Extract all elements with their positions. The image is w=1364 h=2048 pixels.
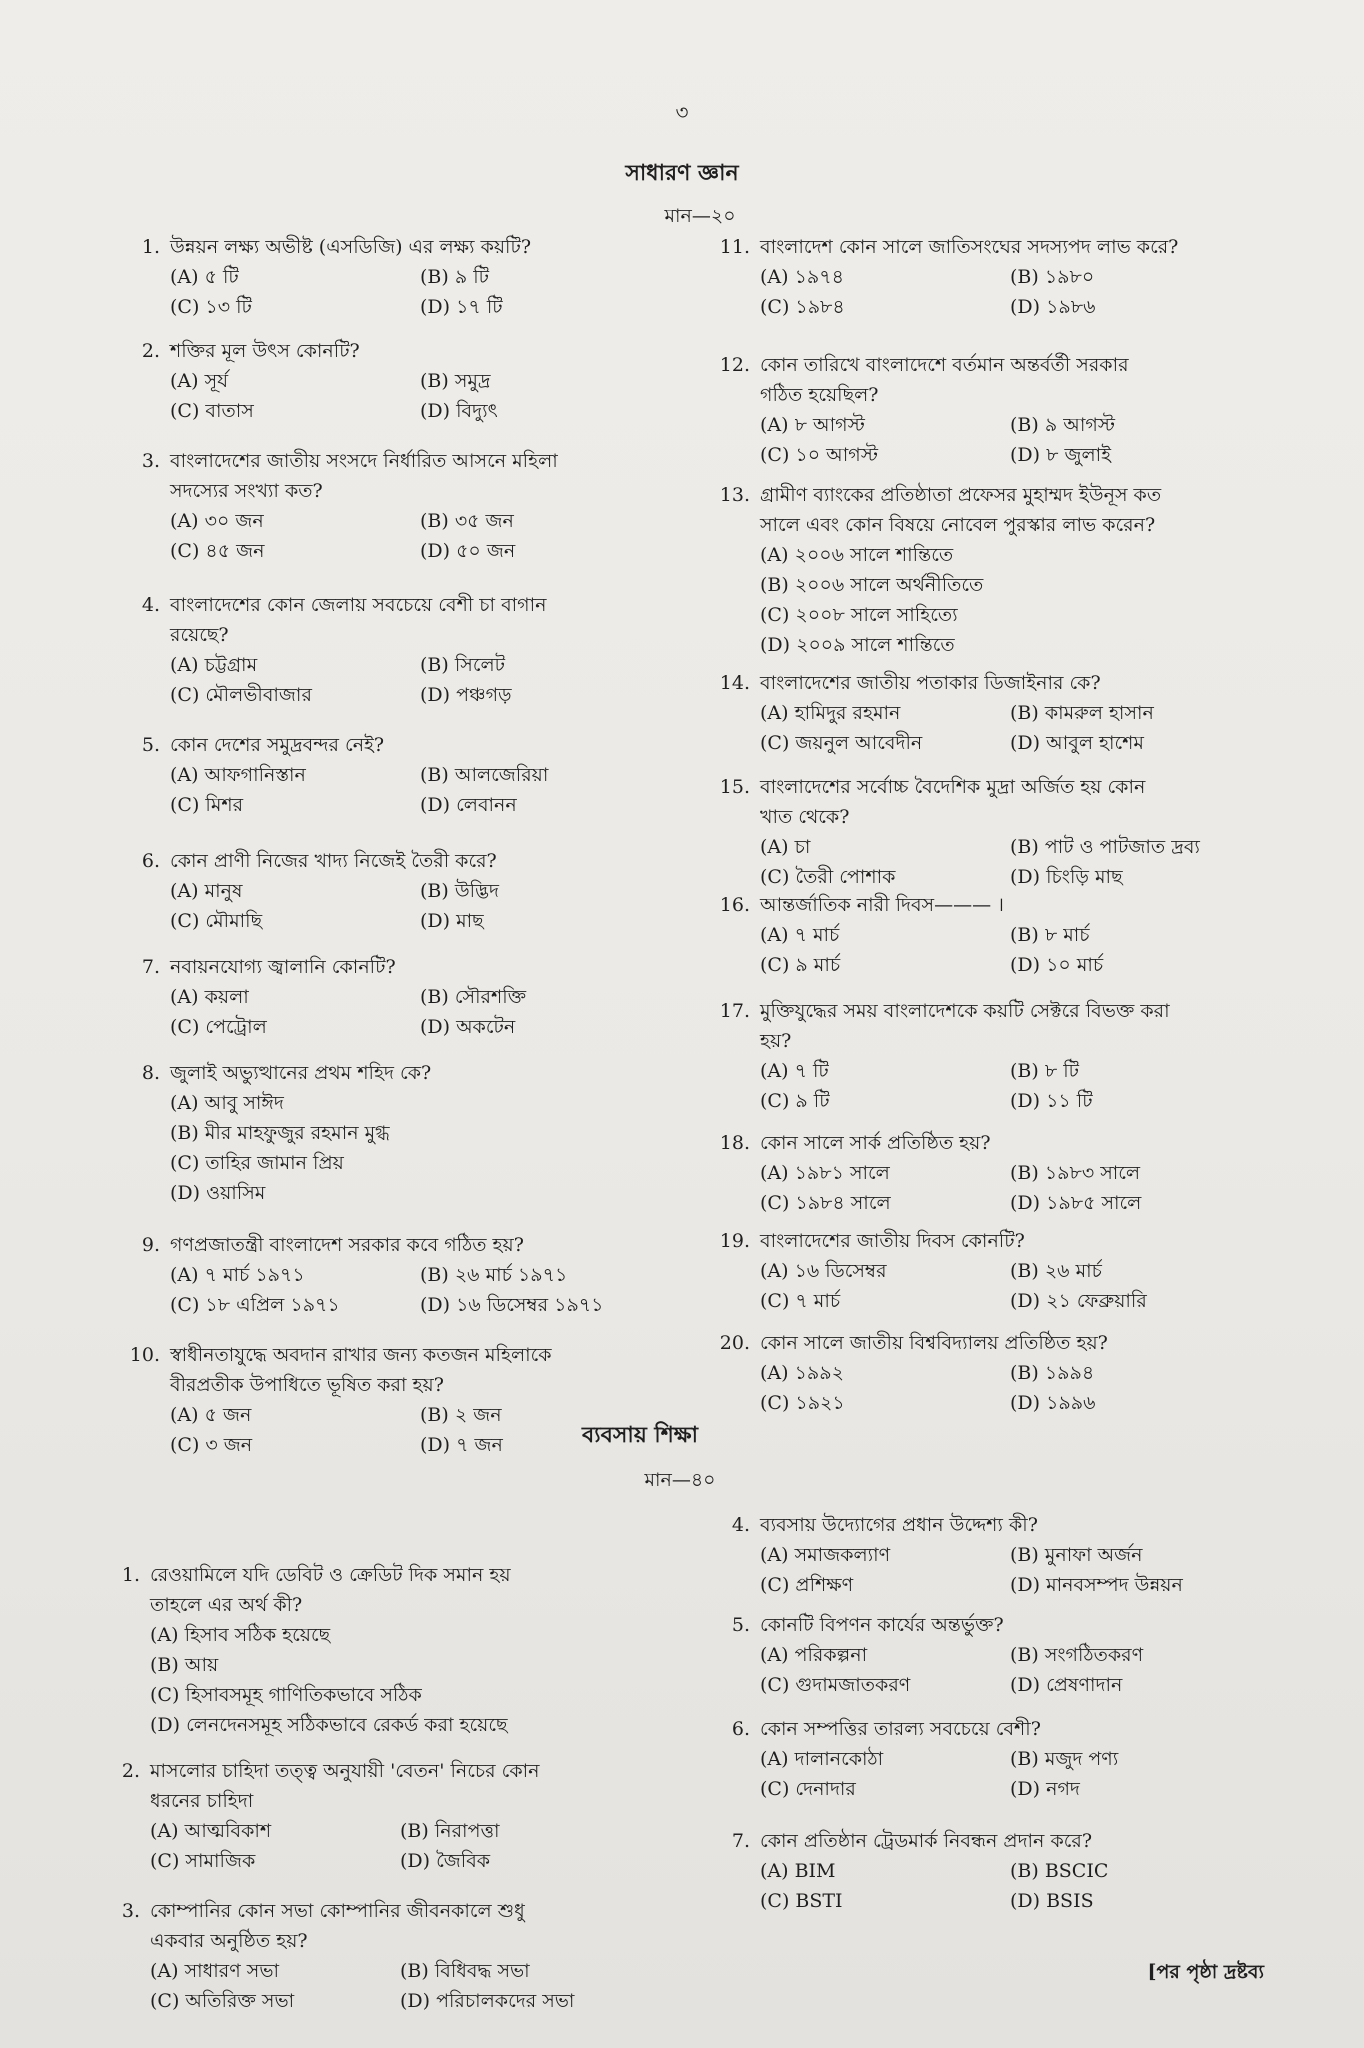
question-stem-line: কোন প্রতিষ্ঠান ট্রেডমার্ক নিবন্ধন প্রদান করে? — [760, 1830, 1093, 1852]
question-body — [170, 1230, 670, 1320]
page-number: ৩ — [675, 100, 689, 124]
question-body — [170, 446, 670, 566]
question-stem-line: কোনটি বিপণন কার্যের অন্তর্ভুক্ত? — [760, 1614, 1004, 1636]
answer-option: (D) আবুল হাশেম — [1010, 732, 1144, 754]
question-stem-line: খাত থেকে? — [760, 806, 850, 828]
question-stem-line: রেওয়ামিলে যদি ডেবিট ও ক্রেডিট দিক সমান হয় — [150, 1564, 511, 1586]
question-body — [170, 730, 670, 820]
answer-option: (D) BSIS — [1010, 1890, 1094, 1912]
question-body — [150, 1896, 650, 2016]
question-stem-line: কোন তারিখে বাংলাদেশে বর্তমান অন্তর্বর্তী সরকার — [760, 354, 1129, 376]
answer-option: (C) ১০ আগস্ট — [760, 444, 878, 466]
question-stem-line: সালে এবং কোন বিষয়ে নোবেল পুরস্কার লাভ করেন? — [760, 514, 1156, 536]
answer-option: (A) BIM — [760, 1860, 836, 1882]
question-stem-line: আন্তর্জাতিক নারী দিবস——— । — [760, 894, 1004, 916]
answer-option: (C) BSTI — [760, 1890, 843, 1912]
question-stem-line: নবায়নযোগ্য জ্বালানি কোনটি? — [170, 956, 396, 978]
question-stem-line: কোন সম্পত্তির তারল্য সবচেয়ে বেশী? — [760, 1718, 1041, 1740]
question-number: 15. — [719, 776, 750, 798]
question-number: 9. — [141, 1234, 160, 1256]
answer-option: (B) ২ জন — [420, 1404, 502, 1426]
answer-options — [760, 1056, 1260, 1116]
question-stem-line: সদস্যের সংখ্যা কত? — [170, 480, 323, 502]
question-number: 5. — [141, 734, 160, 756]
answer-option: (B) ২০০৬ সালে অর্থনীতিতে — [760, 574, 984, 596]
question-stem-line: গণপ্রজাতন্ত্রী বাংলাদেশ সরকার কবে গঠিত হয়? — [170, 1234, 524, 1256]
answer-options — [170, 1088, 590, 1208]
answer-option: (C) তৈরী পোশাক — [760, 866, 896, 888]
answer-option: (B) মজুদ পণ্য — [1010, 1748, 1119, 1770]
question-body — [150, 1560, 570, 1740]
answer-option: (C) হিসাবসমূহ গাণিতিকভাবে সঠিক — [150, 1684, 422, 1706]
answer-options — [170, 262, 670, 322]
answer-option: (D) লেনদেনসমূহ সঠিকভাবে রেকর্ড করা হয়েছে — [150, 1714, 508, 1736]
answer-options — [760, 1540, 1260, 1600]
answer-options — [760, 1744, 1260, 1804]
answer-option: (D) নগদ — [1010, 1778, 1080, 1800]
answer-options — [760, 920, 1260, 980]
question-number: 16. — [719, 894, 750, 916]
answer-options — [760, 698, 1260, 758]
question-number: 11. — [719, 236, 750, 258]
answer-options — [150, 1956, 650, 2016]
answer-options — [170, 876, 670, 936]
answer-option: (D) ১৭ টি — [420, 296, 503, 318]
answer-option: (A) সমাজকল্যাণ — [760, 1544, 891, 1566]
answer-option: (A) সূর্য — [170, 370, 229, 392]
answer-option: (C) অতিরিক্ত সভা — [150, 1990, 295, 2012]
answer-option: (C) ৪৫ জন — [170, 540, 265, 562]
question-number: 12. — [719, 354, 750, 376]
answer-option: (C) ১৯৮৪ সালে — [760, 1192, 891, 1214]
answer-option: (A) ৭ মার্চ ১৯৭১ — [170, 1264, 305, 1286]
answer-option: (C) ৭ মার্চ — [760, 1290, 841, 1312]
answer-options — [760, 832, 1260, 892]
answer-option: (D) ২০০৯ সালে শান্তিতে — [760, 634, 955, 656]
answer-option: (B) ৩৫ জন — [420, 510, 514, 532]
question-stem-line: বাংলাদেশের জাতীয় দিবস কোনটি? — [760, 1230, 1025, 1252]
question-number: 8. — [141, 1062, 160, 1084]
answer-option: (A) ৩০ জন — [170, 510, 264, 532]
question-number: 1. — [121, 1564, 140, 1586]
answer-option: (A) আফগানিস্তান — [170, 764, 306, 786]
continued-next-page-note: [পর পৃষ্ঠা দ্রষ্টব্য — [1147, 1961, 1264, 1983]
answer-options — [170, 366, 670, 426]
question-number: 4. — [731, 1514, 750, 1536]
answer-option: (B) ১৯৯৪ — [1010, 1362, 1095, 1384]
answer-option: (A) ৫ টি — [170, 266, 239, 288]
question-number: 2. — [121, 1760, 140, 1782]
question-stem-line: ব্যবসায় উদ্যোগের প্রধান উদ্দেশ্য কী? — [760, 1514, 1038, 1536]
answer-option: (B) ৯ আগস্ট — [1010, 414, 1116, 436]
answer-option: (A) ৭ টি — [760, 1060, 829, 1082]
answer-option: (B) নিরাপত্তা — [400, 1820, 500, 1842]
answer-option: (C) ৯ মার্চ — [760, 954, 841, 976]
answer-options — [760, 410, 1260, 470]
question-stem-line: বীরপ্রতীক উপাধিতে ভূষিত করা হয়? — [170, 1374, 444, 1396]
question-body — [170, 1340, 670, 1460]
answer-option: (D) জৈবিক — [400, 1850, 491, 1872]
question-stem-line: জুলাই অভ্যুত্থানের প্রথম শহিদ কে? — [170, 1062, 432, 1084]
answer-option: (A) হামিদুর রহমান — [760, 702, 901, 724]
answer-option: (A) চা — [760, 836, 811, 858]
answer-option: (A) সাধারণ সভা — [150, 1960, 280, 1982]
answer-option: (B) উদ্ভিদ — [420, 880, 500, 902]
answer-options — [170, 1400, 670, 1460]
question-stem-line: কোম্পানির কোন সভা কোম্পানির জীবনকালে শুধু — [150, 1900, 525, 1922]
question-body — [760, 668, 1260, 758]
answer-option: (D) পঞ্চগড় — [420, 684, 512, 706]
section-title-general-knowledge: সাধারণ জ্ঞান — [625, 160, 739, 186]
answer-option: (D) অকটেন — [420, 1016, 516, 1038]
section-marks-business-studies: মান—৪০ — [644, 1469, 716, 1491]
question-stem-line: স্বাধীনতাযুদ্ধে অবদান রাখার জন্য কতজন মহিলাকে — [170, 1344, 552, 1366]
answer-option: (C) দেনাদার — [760, 1778, 856, 1800]
answer-option: (C) প্রশিক্ষণ — [760, 1574, 854, 1596]
answer-option: (A) ৫ জন — [170, 1404, 252, 1426]
answer-option: (B) কামরুল হাসান — [1010, 702, 1154, 724]
question-body — [150, 1756, 650, 1876]
question-body — [170, 846, 670, 936]
answer-option: (A) আবু সাঈদ — [170, 1092, 284, 1114]
answer-option: (B) সৌরশক্তি — [420, 986, 527, 1008]
answer-options — [760, 1256, 1260, 1316]
question-body — [760, 1226, 1260, 1316]
answer-option: (A) দালানকোঠা — [760, 1748, 884, 1770]
answer-option: (A) ৮ আগস্ট — [760, 414, 865, 436]
question-number: 18. — [719, 1132, 750, 1154]
answer-option: (D) ২১ ফেব্রুয়ারি — [1010, 1290, 1147, 1312]
answer-option: (D) চিংড়ি মাছ — [1010, 866, 1123, 888]
question-stem-line: মুক্তিযুদ্ধের সময় বাংলাদেশকে কয়টি সেক্টরে বিভক্ত করা — [760, 1000, 1170, 1022]
answer-option: (D) ৭ জন — [420, 1434, 503, 1456]
answer-option: (A) ১৬ ডিসেম্বর — [760, 1260, 887, 1282]
answer-option: (D) পরিচালকদের সভা — [400, 1990, 575, 2012]
answer-option: (B) ২৬ মার্চ ১৯৭১ — [420, 1264, 568, 1286]
question-stem-line: মাসলোর চাহিদা তত্ত্ব অনুযায়ী 'বেতন' নিচের কোন — [150, 1760, 540, 1782]
answer-option: (A) ১৯৮১ সালে — [760, 1162, 890, 1184]
answer-option: (C) সামাজিক — [150, 1850, 256, 1872]
question-stem-line: গ্রামীণ ব্যাংকের প্রতিষ্ঠাতা প্রফেসর মুহাম্মদ ইউনূস কত — [760, 484, 1162, 506]
answer-option: (D) ১৯৮৬ — [1010, 296, 1096, 318]
question-number: 1. — [141, 236, 160, 258]
section-title-business-studies: ব্যবসায় শিক্ষা — [582, 1422, 698, 1448]
question-number: 2. — [141, 340, 160, 362]
answer-option: (B) সিলেট — [420, 654, 505, 676]
answer-option: (C) বাতাস — [170, 400, 254, 422]
question-body — [760, 232, 1260, 322]
answer-options — [760, 262, 1260, 322]
answer-option: (A) ১৯৭৪ — [760, 266, 844, 288]
answer-option: (A) মানুষ — [170, 880, 243, 902]
question-stem-line: কোন সালে সার্ক প্রতিষ্ঠিত হয়? — [760, 1132, 991, 1154]
answer-option: (C) ২০০৮ সালে সাহিত্যে — [760, 604, 958, 626]
question-stem-line: শক্তির মূল উৎস কোনটি? — [170, 340, 360, 362]
answer-option: (D) বিদ্যুৎ — [420, 400, 498, 422]
question-stem-line: উন্নয়ন লক্ষ্য অভীষ্ট (এসডিজি) এর লক্ষ্য কয়টি? — [170, 236, 532, 258]
answer-option: (B) আলজেরিয়া — [420, 764, 549, 786]
question-number: 4. — [141, 594, 160, 616]
question-stem-line: বাংলাদেশ কোন সালে জাতিসংঘের সদস্যপদ লাভ করে? — [760, 236, 1179, 258]
question-stem-line: গঠিত হয়েছিল? — [760, 384, 879, 406]
question-body — [760, 1610, 1260, 1700]
answer-option: (A) পরিকল্পনা — [760, 1644, 868, 1666]
answer-option: (D) লেবানন — [420, 794, 517, 816]
answer-options — [170, 760, 670, 820]
answer-option: (A) কয়লা — [170, 986, 249, 1008]
answer-option: (D) ১৯৮৫ সালে — [1010, 1192, 1142, 1214]
section-marks-general-knowledge: মান—২০ — [664, 205, 736, 227]
question-body — [760, 1714, 1260, 1804]
question-number: 20. — [719, 1332, 750, 1354]
answer-option: (A) আত্মবিকাশ — [150, 1820, 272, 1842]
answer-option: (D) প্রেষণাদান — [1010, 1674, 1123, 1696]
answer-options — [170, 506, 670, 566]
question-stem-line: বাংলাদেশের জাতীয় পতাকার ডিজাইনার কে? — [760, 672, 1101, 694]
answer-option: (C) মিশর — [170, 794, 244, 816]
question-number: 7. — [731, 1830, 750, 1852]
answer-option: (C) ১৮ এপ্রিল ১৯৭১ — [170, 1294, 340, 1316]
answer-option: (C) ৯ টি — [760, 1090, 830, 1112]
answer-option: (B) ১৯৮৩ সালে — [1010, 1162, 1141, 1184]
question-body — [760, 772, 1260, 892]
answer-option: (D) ১১ টি — [1010, 1090, 1093, 1112]
question-number: 3. — [121, 1900, 140, 1922]
question-body — [760, 480, 1180, 660]
answer-options — [760, 1856, 1260, 1916]
answer-option: (D) মাছ — [420, 910, 484, 932]
question-number: 5. — [731, 1614, 750, 1636]
question-body — [170, 1058, 590, 1208]
answer-option: (B) পাট ও পাটজাত দ্রব্য — [1010, 836, 1200, 858]
answer-option: (A) হিসাব সঠিক হয়েছে — [150, 1624, 331, 1646]
answer-option: (B) মীর মাহফুজুর রহমান মুগ্ধ — [170, 1122, 390, 1144]
answer-options — [760, 540, 1180, 660]
question-body — [760, 996, 1260, 1116]
answer-options — [760, 1358, 1260, 1418]
answer-option: (B) ১৯৮০ — [1010, 266, 1095, 288]
question-number: 7. — [141, 956, 160, 978]
answer-option: (B) ৯ টি — [420, 266, 489, 288]
question-body — [760, 1826, 1260, 1916]
answer-option: (D) ওয়াসিম — [170, 1182, 266, 1204]
answer-option: (D) ৮ জুলাই — [1010, 444, 1112, 466]
question-number: 6. — [731, 1718, 750, 1740]
answer-option: (C) ১৩ টি — [170, 296, 252, 318]
question-stem-line: কোন প্রাণী নিজের খাদ্য নিজেই তৈরী করে? — [170, 850, 497, 872]
answer-option: (B) BSCIC — [1010, 1860, 1109, 1882]
answer-options — [150, 1620, 570, 1740]
answer-option: (B) ৮ মার্চ — [1010, 924, 1090, 946]
question-stem-line: একবার অনুষ্ঠিত হয়? — [150, 1930, 308, 1952]
answer-option: (B) ২৬ মার্চ — [1010, 1260, 1102, 1282]
question-body — [170, 952, 670, 1042]
answer-option: (A) ১৯৯২ — [760, 1362, 844, 1384]
question-body — [170, 590, 670, 710]
question-number: 14. — [719, 672, 750, 694]
answer-option: (A) ২০০৬ সালে শান্তিতে — [760, 544, 954, 566]
answer-option: (A) চট্টগ্রাম — [170, 654, 258, 676]
question-body — [760, 350, 1260, 470]
answer-options — [170, 650, 670, 710]
answer-option: (C) তাহির জামান প্রিয় — [170, 1152, 344, 1174]
answer-option: (B) আয় — [150, 1654, 219, 1676]
answer-option: (C) মৌমাছি — [170, 910, 263, 932]
question-number: 3. — [141, 450, 160, 472]
answer-options — [170, 982, 670, 1042]
question-number: 19. — [719, 1230, 750, 1252]
answer-option: (D) মানবসম্পদ উন্নয়ন — [1010, 1574, 1183, 1596]
answer-option: (D) ১৯৯৬ — [1010, 1392, 1096, 1414]
answer-options — [170, 1260, 670, 1320]
question-stem-line: কোন দেশের সমুদ্রবন্দর নেই? — [170, 734, 385, 756]
answer-option: (C) ৩ জন — [170, 1434, 253, 1456]
question-body — [760, 1128, 1260, 1218]
answer-options — [760, 1640, 1260, 1700]
answer-options — [760, 1158, 1260, 1218]
question-body — [760, 1510, 1260, 1600]
question-number: 10. — [129, 1344, 160, 1366]
question-stem-line: ধরনের চাহিদা — [150, 1790, 254, 1812]
answer-option: (C) জয়নুল আবেদীন — [760, 732, 923, 754]
answer-option: (D) ৫০ জন — [420, 540, 516, 562]
question-stem-line: বাংলাদেশের সর্বোচ্চ বৈদেশিক মুদ্রা অর্জিত হয় কোন — [760, 776, 1146, 798]
answer-option: (A) ৭ মার্চ — [760, 924, 840, 946]
answer-option: (C) গুদামজাতকরণ — [760, 1674, 911, 1696]
question-body — [760, 1328, 1260, 1418]
answer-option: (B) ৮ টি — [1010, 1060, 1079, 1082]
answer-option: (D) ১৬ ডিসেম্বর ১৯৭১ — [420, 1294, 604, 1316]
question-body — [760, 890, 1260, 980]
question-number: 6. — [141, 850, 160, 872]
question-stem-line: রয়েছে? — [170, 624, 229, 646]
answer-option: (C) মৌলভীবাজার — [170, 684, 312, 706]
answer-option: (D) ১০ মার্চ — [1010, 954, 1104, 976]
question-body — [170, 232, 670, 322]
answer-option: (B) সমুদ্র — [420, 370, 491, 392]
question-stem-line: বাংলাদেশের জাতীয় সংসদে নির্ধারিত আসনে মহিলা — [170, 450, 558, 472]
question-stem-line: বাংলাদেশের কোন জেলায় সবচেয়ে বেশী চা বাগান — [170, 594, 547, 616]
question-number: 17. — [719, 1000, 750, 1022]
question-stem-line: হয়? — [760, 1030, 792, 1052]
answer-option: (B) মুনাফা অর্জন — [1010, 1544, 1143, 1566]
answer-option: (B) বিধিবদ্ধ সভা — [400, 1960, 530, 1982]
question-stem-line: কোন সালে জাতীয় বিশ্ববিদ্যালয় প্রতিষ্ঠিত হয়? — [760, 1332, 1108, 1354]
answer-options — [150, 1816, 650, 1876]
answer-option: (C) ১৯৮৪ — [760, 296, 845, 318]
question-body — [170, 336, 670, 426]
answer-option: (C) পেট্রোল — [170, 1016, 267, 1038]
question-stem-line: তাহলে এর অর্থ কী? — [150, 1594, 303, 1616]
answer-option: (B) সংগঠিতকরণ — [1010, 1644, 1144, 1666]
answer-option: (C) ১৯২১ — [760, 1392, 845, 1414]
question-number: 13. — [719, 484, 750, 506]
